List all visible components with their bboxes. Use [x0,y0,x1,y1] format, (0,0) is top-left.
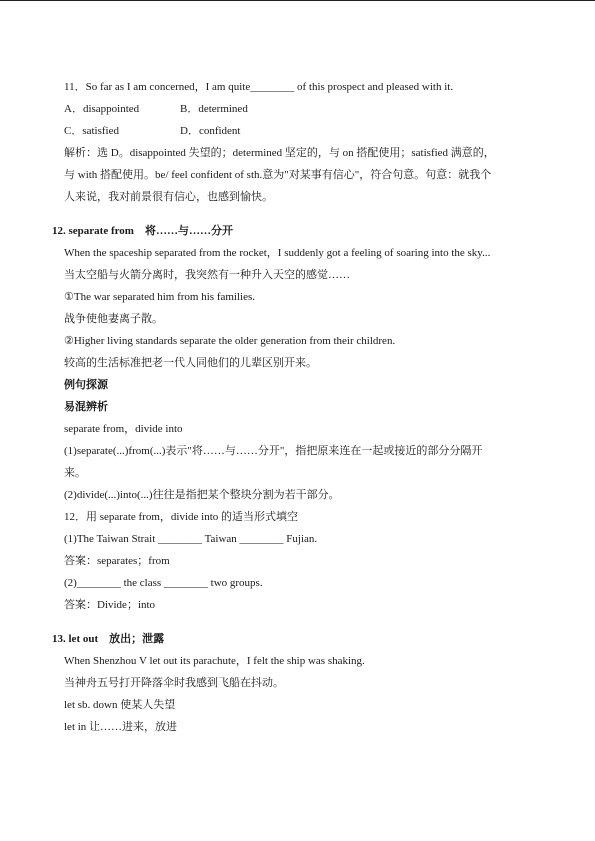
s13-example-zh: 当神舟五号打开降落伞时我感到飞船在抖动。 [64,677,284,689]
s12-example-1-zh: 战争使他妻离子散。 [64,313,163,325]
option-c: C．satisfied [64,125,119,137]
s12-example-1-en: ①The war separated him from his families. [64,291,255,303]
q11-options-row-2 [0,120,595,142]
s12-exercise-title: 12．用 separate from，divide into 的适当形式填空 [64,511,299,523]
q11-analysis-line-3: 人来说，我对前景很有信心，也感到愉快。 [64,191,273,203]
s12-subheading-compare: 易混辨析 [64,401,108,413]
s12-answer-1: 答案：separates；from [64,555,170,567]
s12-answer-2: 答案：Divide；into [64,599,156,611]
q11-analysis-line-2: 与 with 搭配使用。be/ feel confident of sth.意为"对某事有信心"，符合句意。句意：就我个 [64,169,492,181]
s12-example-2-en: ②Higher living standards separate the older generation from their children. [64,335,396,347]
s12-example-zh: 当太空船与火箭分离时，我突然有一种升入天空的感觉…… [64,269,350,281]
s13-phrase-2: let in 让……进来，放进 [64,721,178,733]
q11-options-row-1 [0,98,595,120]
s12-exercise-2: (2)________ the class ________ two groups. [64,577,263,589]
s12-compare-2: (2)divide(...)into(...)往往是指把某个整块分割为若干部分。 [64,489,340,501]
s12-compare-1-cont: 来。 [64,467,86,479]
s12-compare-1: (1)separate(...)from(...)表示"将……与……分开"，指把原来连在一起或接近的部分分隔开 [64,445,483,457]
section-12-heading: 12. separate from 将……与……分开 [52,225,233,237]
s13-example-en: When Shenzhou V let out its parachute，I felt the ship was shaking. [64,655,365,667]
s12-example-2-zh: 较高的生活标准把老一代人同他们的儿辈区别开来。 [64,357,317,369]
option-b: B．determined [180,103,248,115]
option-a: A．disappointed [64,103,140,115]
q11-question: 11．So far as I am concerned，I am quite________ of this prospect and pleased with it. [64,81,454,93]
s12-subheading-examples: 例句探源 [64,379,108,391]
document-page [0,76,595,738]
s12-example-en: When the spaceship separated from the rocket，I suddenly got a feeling of soaring into the sky... [64,247,491,259]
s13-phrase-1: let sb. down 使某人失望 [64,699,176,711]
section-13-heading: 13. let out 放出；泄露 [52,633,165,645]
page-top-rule [0,0,595,1]
option-d: D．confident [180,125,241,137]
s12-compare-title: separate from，divide into [64,423,183,435]
s12-exercise-1: (1)The Taiwan Strait ________ Taiwan ________ Fujian. [64,533,318,545]
q11-analysis-line-1: 解析：选 D。disappointed 失望的；determined 坚定的，与 on 搭配使用；satisfied 满意的， [64,147,495,159]
